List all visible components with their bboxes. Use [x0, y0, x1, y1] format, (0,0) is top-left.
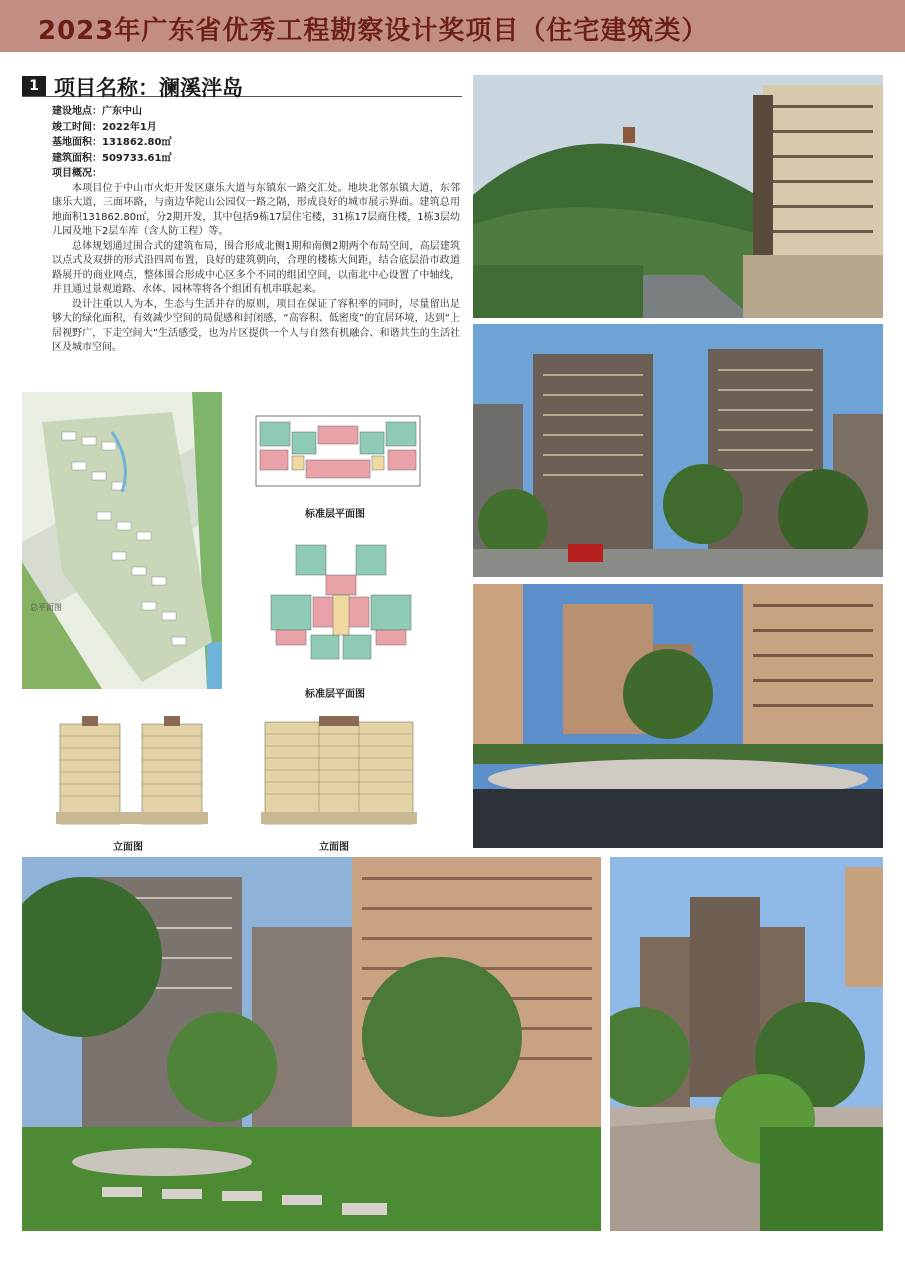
site-plan-drawing: [22, 392, 222, 689]
elevation-drawing-1: [46, 712, 218, 832]
location-value: 广东中山: [102, 106, 142, 117]
floor-area-value: 509733.61㎡: [102, 152, 172, 164]
floor-plan-caption-2: 标准层平面图: [305, 689, 365, 700]
overview-paragraph-2: 总体规划通过围合式的建筑布局，围合形成北侧1期和南侧2期两个布局空间，高层建筑以点式及双拼的形式沿四周布置，良好的建筑朝向，合理的楼栋大间距，结合底层沿市政道路展开的商业网点，整体围合形成中心区多个不同的组团空间，以南北中心设置了中轴线，并且通过景观道路、水体、园林等将各个组团有机串联起来。: [52, 240, 460, 295]
site-area-label: 基地面积：: [52, 137, 102, 148]
elevation-caption-1: 立面图: [113, 842, 143, 853]
photo-hill-street-view: [473, 75, 883, 318]
overview-paragraph-3: 设计注重以人为本，生态与生活并存的原则，项目在保证了容积率的同时，尽量留出足够大的绿化面积，有效减少空间的局促感和封闭感，“高容积、低密度”的宜居环境，达到“上居视野广，下走空间大”生活感受，也为片区提供一个人与自然有机融合、和谐共生的生活社区及城市空间。: [52, 298, 460, 353]
site-area-value: 131862.80㎡: [102, 137, 172, 148]
location-label: 建设地点：: [52, 106, 102, 117]
overview-label: 项目概况：: [52, 168, 102, 179]
floor-plan-drawing-1: [246, 402, 430, 496]
floor-plan-caption-1: 标准层平面图: [305, 509, 365, 520]
info-location: [52, 104, 460, 120]
project-info: [52, 104, 460, 356]
info-completion: [52, 120, 460, 136]
overview-paragraph-1: 本项目位于中山市火炬开发区康乐大道与东镇东一路交汇处。地块北邻东镇大道，东邻康乐大道，三面环路，与南边华陀山公园仅一路之隔，形成良好的城市展示界面。建筑总用地面积131862.80㎡，分2期开发，其中包括9栋17层住宅楼，31栋17层商住楼，1栋3层幼儿园及地下2层车库（含人防工程）等。: [52, 182, 460, 237]
award-title: 2023年广东省优秀工程勘察设计奖项目（住宅建筑类）: [38, 16, 709, 46]
photo-courtyard-path: [610, 857, 883, 1231]
project-title: 项目名称：澜溪泮岛: [54, 76, 243, 100]
floor-area-label: 建筑面积：: [52, 152, 102, 164]
info-site-area: [52, 135, 460, 151]
project-number-badge: 1: [22, 76, 46, 96]
photo-towers-front: [473, 324, 883, 577]
site-plan-label: 总平面图: [30, 603, 62, 612]
completion-value: 2022年1月: [102, 121, 157, 133]
completion-label: 竣工时间：: [52, 121, 102, 133]
photo-garden-stepping-stones: [22, 857, 601, 1231]
floor-plan-drawing-2: [251, 535, 431, 675]
info-floor-area: [52, 151, 460, 167]
photo-plaza-fountain: [473, 584, 883, 848]
elevation-drawing-2: [249, 712, 429, 832]
elevation-caption-2: 立面图: [319, 842, 349, 853]
